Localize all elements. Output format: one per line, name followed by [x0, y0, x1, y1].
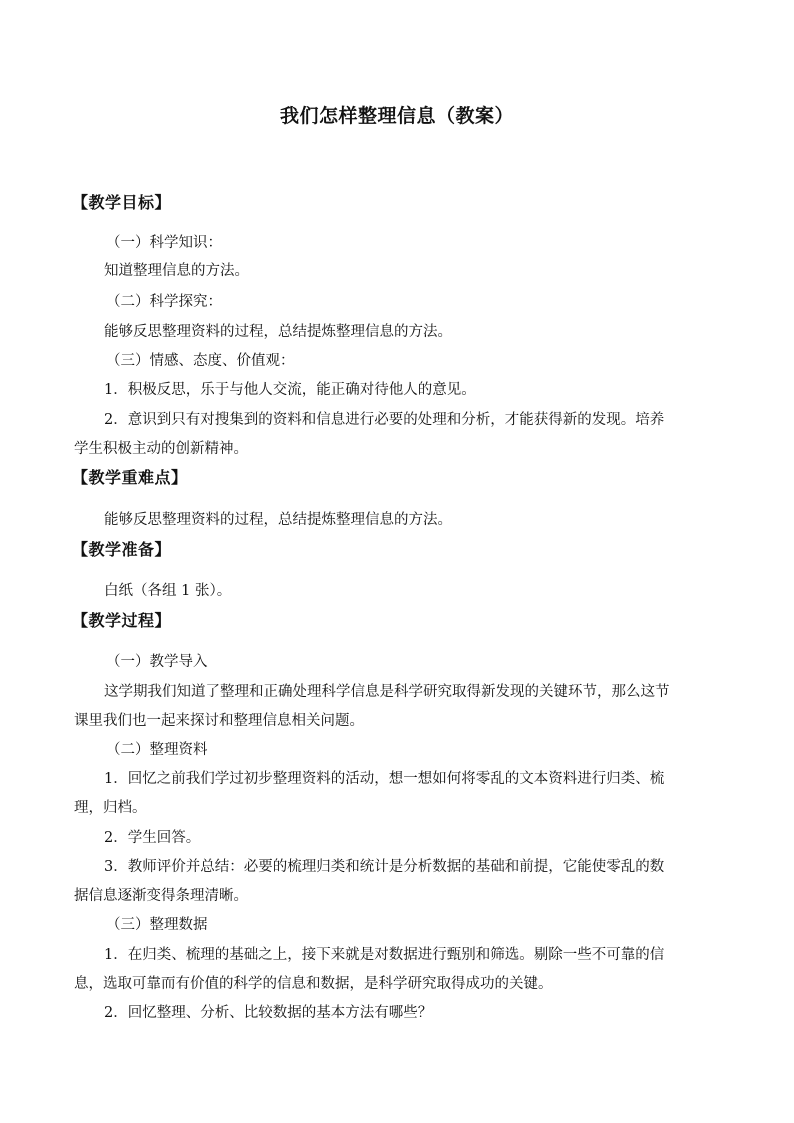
- subheading-organize-materials: （二）整理资料: [106, 742, 208, 758]
- paragraph-line: 知道整理信息的方法。: [104, 263, 249, 279]
- paragraph-line: 能够反思整理资料的过程，总结提炼整理信息的方法。: [104, 324, 452, 340]
- list-item: 1．积极反思，乐于与他人交流，能正确对待他人的意见。: [104, 382, 476, 398]
- subheading-attitude-values: （三）情感、态度、价值观：: [106, 353, 295, 369]
- section-heading-objectives: 【教学目标】: [72, 193, 172, 212]
- section-heading-process: 【教学过程】: [72, 611, 172, 630]
- subheading-science-inquiry: （二）科学探究：: [106, 294, 222, 310]
- list-item: 1．在归类、梳理的基础之上，接下来就是对数据进行甄别和筛选。剔除一些不可靠的信: [104, 947, 665, 963]
- list-item: 2．回忆整理、分析、比较数据的基本方法有哪些？: [104, 1005, 433, 1021]
- document-title: 我们怎样整理信息（教案）: [279, 105, 514, 127]
- subheading-science-knowledge: （一）科学知识：: [106, 235, 222, 251]
- paragraph-line: 课里我们也一起来探讨和整理信息相关问题。: [74, 713, 364, 729]
- list-item: 3．教师评价并总结：必要的梳理归类和统计是分析数据的基础和前提，它能使零乱的数: [104, 859, 665, 875]
- list-item-continuation: 息，选取可靠而有价值的科学的信息和数据，是科学研究取得成功的关键。: [74, 976, 553, 992]
- list-item: 1．回忆之前我们学过初步整理资料的活动，想一想如何将零乱的文本资料进行归类、梳: [104, 771, 665, 787]
- list-item-continuation: 理，归档。: [74, 800, 147, 816]
- section-heading-preparation: 【教学准备】: [72, 540, 172, 559]
- list-item-continuation: 学生积极主动的创新精神。: [74, 441, 248, 457]
- paragraph-line: 能够反思整理资料的过程，总结提炼整理信息的方法。: [104, 512, 452, 528]
- subheading-introduction: （一）教学导入: [106, 654, 208, 670]
- list-item: 2．意识到只有对搜集到的资料和信息进行必要的处理和分析，才能获得新的发现。培养: [104, 412, 665, 428]
- list-item-continuation: 据信息逐渐变得条理清晰。: [74, 888, 248, 904]
- subheading-organize-data: （三）整理数据: [106, 917, 208, 933]
- paragraph-line: 白纸（各组 1 张）。: [104, 583, 232, 599]
- paragraph-line: 这学期我们知道了整理和正确处理科学信息是科学研究取得新发现的关键环节，那么这节: [104, 684, 670, 700]
- list-item: 2．学生回答。: [104, 830, 201, 846]
- section-heading-key-points: 【教学重难点】: [72, 468, 188, 487]
